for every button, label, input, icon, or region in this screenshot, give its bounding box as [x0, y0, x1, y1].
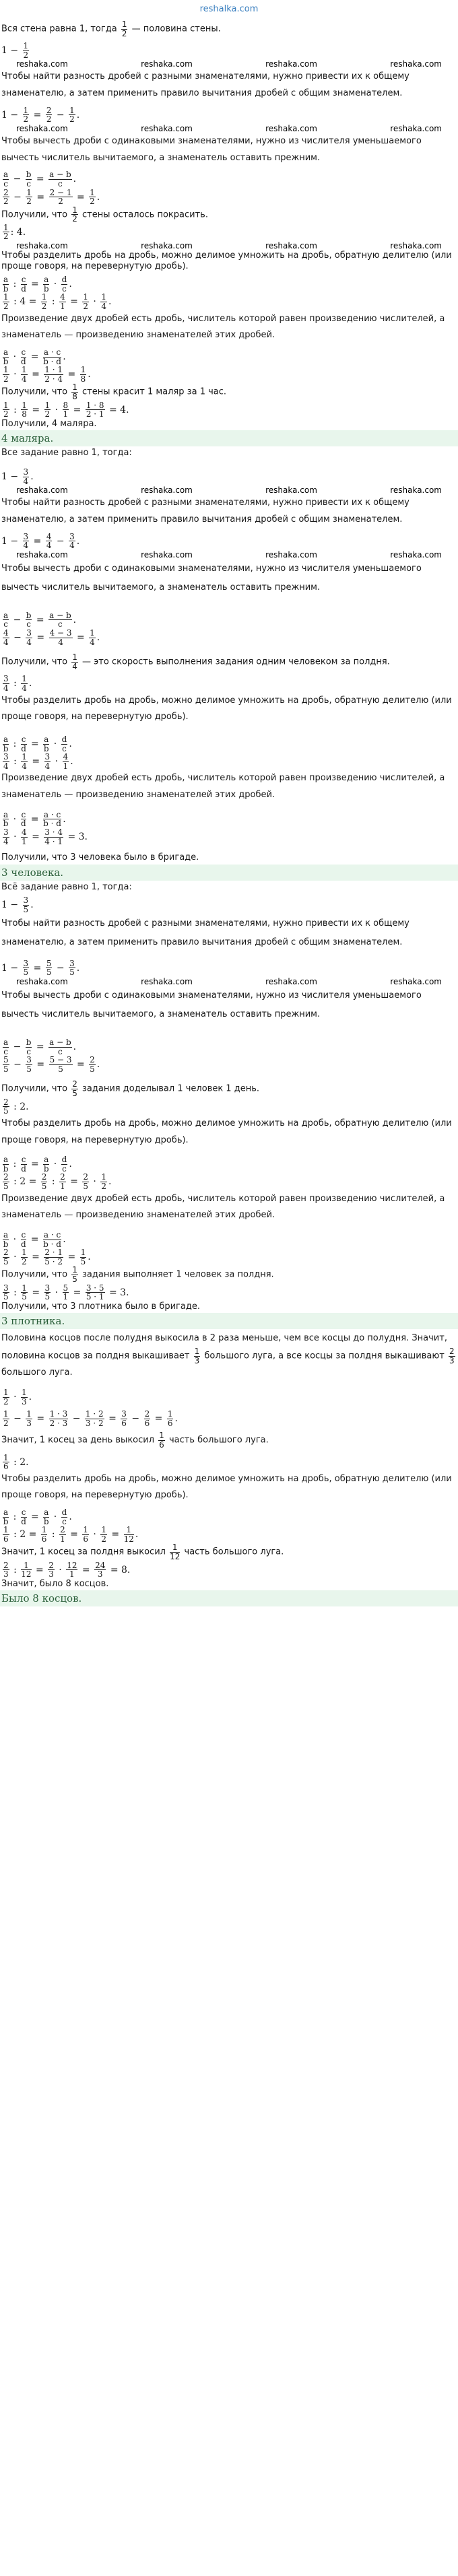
s3-got: Получили, что $\frac{2}{5}$ задания доделывал 1 человек 1 день.: [1, 1079, 259, 1099]
s2-eq4: $\frac{4}{4}$ − $\frac{3}{4}$ = $\frac{4 - 3}{4}$ = $\frac{1}{4}$ .: [3, 628, 100, 647]
s4-eq6: $\frac{2}{3}$ : $\frac{1}{12}$ = $\frac{2}{3}$ · $\frac{12}{1}$ = $\frac{24}{3}$ = 8.: [3, 1560, 131, 1580]
s1-intro: Вся стена равна 1, тогда $\frac{1}{2}$ — половина стены.: [1, 20, 221, 38]
s3-eq7: $\frac{2}{5}$ : 2 = $\frac{2}{5}$ : $\frac{2}{1}$ = $\frac{2}{5}$ · $\frac{1}{2}$ .: [3, 1172, 112, 1191]
s1-rule-mul: Произведение двух дробей есть дробь, числитель которой равен произведению числителей, а знаменатель — произведению знаменателей этих дробей.: [1, 313, 445, 341]
s1-rule-same: Чтобы вычесть дроби с одинаковыми знаменателями, нужно из числителя уменьшаемого вычесть числитель вычитаемого, а знаменатель оставить прежним.: [1, 135, 422, 163]
s1-eq10: $\frac{1}{2}$ : $\frac{1}{8}$ = $\frac{1}{2}$ · $\frac{8}{1}$ = $\frac{1 \cdot 8}{2 \cdot 1}$ = 4.: [3, 400, 129, 419]
s3-rule-div: Чтобы разделить дробь на дробь, можно делимое умножить на дробь, обратную делителю (или проще говоря, на перевернутую дробь).: [1, 1118, 452, 1145]
s2-eq5: $\frac{3}{4}$ : $\frac{1}{4}$ .: [3, 674, 32, 693]
watermark-row: reshaka.com reshaka.com reshaka.com reshaka.com: [16, 549, 442, 560]
s1-eq2: 1 − $\frac{1}{2}$ = $\frac{2}{2}$ − $\frac{1}{2}$ .: [1, 105, 80, 125]
s4-eq4: $\frac{a}{b}$ : $\frac{c}{d}$ = $\frac{a}{b}$ · $\frac{d}{c}$ .: [3, 1507, 72, 1526]
s4-p1: Половина косцов после полудня выкосила в 2 раза меньше, чем все косцы до полудня. Значит, половина косцов за полдня выкашивает $\frac{1}{3}$ большого луга, а все косцы за полдня выкашивают $\frac{2}{3}$ большого луга.: [1, 1333, 455, 1378]
s2-eq9: $\frac{3}{4}$ · $\frac{4}{1}$ = $\frac{3 \cdot 4}{4 \cdot 1}$ = 3.: [3, 827, 88, 846]
watermark-row: reshaka.com reshaka.com reshaka.com reshaka.com: [16, 59, 442, 69]
s4-eq2: $\frac{1}{2}$ − $\frac{1}{3}$ = $\frac{1 \cdot 3}{2 \cdot 3}$ − $\frac{1 \cdot 2}{3 \cdot 2}$ = $\frac{3}{6}$ − $\frac{2}{6}$ = $\frac{1}{6}$ .: [3, 1409, 178, 1428]
s2-rule-mul: Произведение двух дробей есть дробь, числитель которой равен произведению числителей, а знаменатель — произведению знаменателей этих дробей.: [1, 773, 445, 801]
s2-rule-same: Чтобы вычесть дроби с одинаковыми знаменателями, нужно из числителя уменьшаемого вычесть числитель вычитаемого, а знаменатель оставить прежним.: [1, 563, 422, 593]
s2-rule-div: Чтобы разделить дробь на дробь, можно делимое умножить на дробь, обратную делителю (или проще говоря, на перевернутую дробь).: [1, 695, 452, 722]
s3-got3: Получили, что 3 плотника было в бригаде.: [1, 1301, 200, 1312]
s4-eq3: $\frac{1}{6}$ : 2.: [3, 1452, 29, 1472]
s3-eq3: $\frac{a}{c}$ − $\frac{b}{c}$ = $\frac{a - b}{c}$ .: [3, 1038, 77, 1056]
s3-eq10: $\frac{3}{5}$ : $\frac{1}{5}$ = $\frac{3}{5}$ · $\frac{5}{1}$ = $\frac{3 \cdot 5}{5 \cdot 1}$ = 3.: [3, 1283, 129, 1302]
answer-2: 3 человека.: [0, 865, 458, 881]
s1-eq1: 1 − $\frac{1}{2}$: [1, 41, 29, 60]
s1-eq3: $\frac{a}{c}$ − $\frac{b}{c}$ = $\frac{a - b}{c}$ .: [3, 170, 77, 189]
watermark-row: reshaka.com reshaka.com reshaka.com reshaka.com: [16, 976, 442, 986]
s1-eq8: $\frac{a}{b}$ · $\frac{c}{d}$ = $\frac{a \cdot c}{b \cdot d}$ .: [3, 347, 66, 366]
s4-p3: Значит, 1 косец за полдня выкосил $\frac{1}{12}$ часть большого луга.: [1, 1543, 284, 1562]
s2-eq1: 1 − $\frac{3}{4}$ .: [1, 467, 34, 486]
s3-eq4: $\frac{5}{5}$ − $\frac{3}{5}$ = $\frac{5 - 3}{5}$ = $\frac{2}{5}$ .: [3, 1055, 100, 1074]
s1-rule-diff: Чтобы найти разность дробей с разными знаменателями, нужно привести их к общему знаменателю, а затем применить правило вычитания дробей с общим знаменателем.: [1, 71, 410, 99]
s2-eq3: $\frac{a}{c}$ − $\frac{b}{c}$ = $\frac{a - b}{c}$ .: [3, 610, 77, 630]
watermark-row: reshaka.com reshaka.com reshaka.com reshaka.com: [16, 241, 442, 251]
s1-got2: Получили, что $\frac{1}{8}$ стены красит 1 маляр за 1 час.: [1, 382, 227, 401]
s3-eq1: 1 − $\frac{3}{5}$ .: [1, 895, 34, 914]
s3-rule-same: Чтобы вычесть дроби с одинаковыми знаменателями, нужно из числителя уменьшаемого вычесть числитель вычитаемого, а знаменатель оставить прежним.: [1, 990, 422, 1020]
s4-rule-div: Чтобы разделить дробь на дробь, можно делимое умножить на дробь, обратную делителю (или проще говоря, на перевернутую дробь).: [1, 1473, 452, 1501]
s1-rule-div: Чтобы разделить дробь на дробь, можно делимое умножить на дробь, обратную делителю (или проще говоря, на перевернутую дробь).: [1, 250, 452, 271]
s3-eq6: $\frac{a}{b}$ : $\frac{c}{d}$ = $\frac{a}{b}$ · $\frac{d}{c}$ .: [3, 1155, 72, 1174]
s3-eq5: $\frac{2}{5}$ : 2.: [3, 1097, 29, 1116]
s2-eq2: 1 − $\frac{3}{4}$ = $\frac{4}{4}$ − $\frac{3}{4}$ .: [1, 531, 80, 551]
s4-eq1: $\frac{1}{2}$ · $\frac{1}{3}$ .: [3, 1387, 32, 1406]
s2-eq7: $\frac{3}{4}$ : $\frac{1}{4}$ = $\frac{3}{4}$ · $\frac{4}{1}$ .: [3, 752, 73, 771]
s3-eq8: $\frac{a}{b}$ · $\frac{c}{d}$ = $\frac{a \cdot c}{b \cdot d}$ .: [3, 1229, 66, 1249]
s1-got3: Получили, 4 маляра.: [1, 418, 97, 429]
s3-got2: Получили, что $\frac{1}{5}$ задания выполняет 1 человек за полдня.: [1, 1265, 274, 1284]
s2-eq8: $\frac{a}{b}$ · $\frac{c}{d}$ = $\frac{a \cdot c}{b \cdot d}$ .: [3, 809, 66, 829]
s2-rule-diff: Чтобы найти разность дробей с разными знаменателями, нужно привести их к общему знаменателю, а затем применить правило вычитания дробей с общим знаменателем.: [1, 498, 410, 524]
s3-rule-diff: Чтобы найти разность дробей с разными знаменателями, нужно привести их к общему знаменателю, а затем применить правило вычитания дробей с общим знаменателем.: [1, 918, 410, 948]
s1-eq6: $\frac{a}{b}$ : $\frac{c}{d}$ = $\frac{a}{b}$ · $\frac{d}{c}$ .: [3, 275, 72, 294]
s2-got2: Получили, что 3 человека было в бригаде.: [1, 852, 199, 863]
s4-eq5: $\frac{1}{6}$ : 2 = $\frac{1}{6}$ : $\frac{2}{1}$ = $\frac{1}{6}$ · $\frac{1}{2}$ = $\frac{1}{12}$ .: [3, 1525, 139, 1544]
s3-eq2: 1 − $\frac{3}{5}$ = $\frac{5}{5}$ − $\frac{3}{5}$ .: [1, 958, 80, 978]
s2-got: Получили, что $\frac{1}{4}$ — это скорость выполнения задания одним человеком за полдня.: [1, 652, 390, 671]
answer-1: 4 маляра.: [0, 430, 458, 446]
s3-intro: Всё задание равно 1, тогда:: [1, 881, 132, 892]
s3-rule-mul: Произведение двух дробей есть дробь, числитель которой равен произведению числителей, а знаменатель — произведению знаменателей этих дробей.: [1, 1193, 445, 1221]
s4-p2: Значит, 1 косец за день выкосил $\frac{1}{6}$ часть большого луга.: [1, 1431, 269, 1450]
site-header[interactable]: reshalka.com: [199, 4, 259, 14]
s1-got: Получили, что $\frac{1}{2}$ стены осталось покрасить.: [1, 205, 208, 224]
s2-eq6: $\frac{a}{b}$ : $\frac{c}{d}$ = $\frac{a}{b}$ · $\frac{d}{c}$ .: [3, 735, 72, 753]
answer-4: Было 8 косцов.: [0, 1590, 458, 1606]
s4-p4: Значит, было 8 косцов.: [1, 1578, 109, 1589]
s2-intro: Все задание равно 1, тогда:: [1, 448, 132, 459]
watermark-row: reshaka.com reshaka.com reshaka.com reshaka.com: [16, 485, 442, 496]
watermark-row: reshaka.com reshaka.com reshaka.com reshaka.com: [16, 123, 442, 133]
s1-eq5: $\frac{1}{2}$ : 4.: [3, 222, 26, 242]
s1-eq9: $\frac{1}{2}$ · $\frac{1}{4}$ = $\frac{1 \cdot 1}{2 \cdot 4}$ = $\frac{1}{8}$ .: [3, 365, 91, 384]
s1-eq4: $\frac{2}{2}$ − $\frac{1}{2}$ = $\frac{2 - 1}{2}$ = $\frac{1}{2}$ .: [3, 187, 100, 207]
s1-eq7: $\frac{1}{2}$ : 4 = $\frac{1}{2}$ : $\frac{4}{1}$ = $\frac{1}{2}$ · $\frac{1}{4}$ .: [3, 292, 112, 312]
answer-3: 3 плотника.: [0, 1313, 458, 1329]
s3-eq9: $\frac{2}{5}$ · $\frac{1}{2}$ = $\frac{2 \cdot 1}{5 \cdot 2}$ = $\frac{1}{5}$ .: [3, 1248, 91, 1266]
